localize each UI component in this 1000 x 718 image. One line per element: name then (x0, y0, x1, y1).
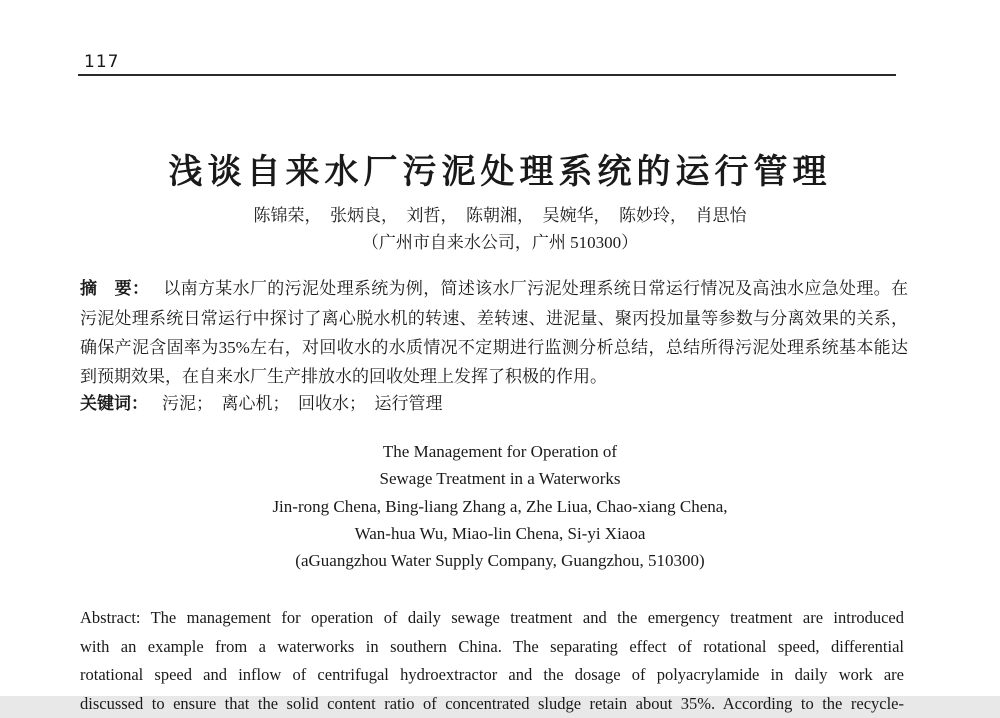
abstract-english-line-3: rotational speed and inflow of centrifugal hydroextractor and the dosage of polyacrylamide in daily work are (80, 661, 904, 690)
abstract-chinese-line-1 (80, 274, 908, 304)
abstract-english-line-2: with an example from a waterworks in southern China. The separating effect of rotational speed, differential (80, 633, 904, 662)
abstract-chinese-line-2: 污泥处理系统日常运行中探讨了离心脱水机的转速、差转速、进泥量、聚丙投加量等参数与分离效果的关系， (80, 304, 908, 333)
authors-chinese: 陈锦荣， 张炳良， 刘哲， 陈朝湘， 吴婉华， 陈妙玲， 肖思怡 (0, 201, 1000, 226)
keywords-chinese (80, 389, 908, 419)
affiliation-english: (aGuangzhou Water Supply Company, Guangzhou, 510300) (0, 551, 1000, 571)
keywords-label: 关键词： (80, 394, 148, 414)
abstract-chinese-text-1: 以南方某水厂的污泥处理系统为例，简述该水厂污泥处理系统日常运行情况及高浊水应急处理。在 (163, 279, 908, 298)
authors-english-line-1: Jin-rong Chena, Bing-liang Zhang a, Zhe Liua, Chao-xiang Chena, (0, 497, 1000, 517)
paper-title-english-line-1: The Management for Operation of (0, 442, 1000, 462)
affiliation-chinese: （广州市自来水公司，广州 510300） (0, 228, 1000, 253)
abstract-chinese-line-4: 到预期效果，在自来水厂生产排放水的回收处理上发挥了积极的作用。 (80, 362, 908, 391)
abstract-english (80, 604, 904, 718)
abstract-label: 摘 要： (80, 279, 149, 299)
abstract-chinese (80, 274, 908, 391)
abstract-english-line-1: Abstract: The management for operation of daily sewage treatment and the emergency treatment are introduced (80, 604, 904, 633)
authors-english-line-2: Wan-hua Wu, Miao-lin Chena, Si-yi Xiaoa (0, 524, 1000, 544)
header-rule (78, 74, 896, 76)
abstract-chinese-line-3: 确保产泥含固率为35%左右，对回收水的水质情况不定期进行监测分析总结，总结所得污泥处理系统基本能达 (80, 333, 908, 362)
paper-title-chinese: 浅谈自来水厂污泥处理系统的运行管理 (0, 144, 1000, 193)
abstract-english-line-4: discussed to ensure that the solid content ratio of concentrated sludge retain about 35%. According to the recycle- (80, 690, 904, 718)
keywords-chinese-text: 污泥； 离心机； 回收水； 运行管理 (162, 394, 443, 413)
page-number: 117 (84, 52, 119, 72)
paper-title-english-line-2: Sewage Treatment in a Waterworks (0, 469, 1000, 489)
